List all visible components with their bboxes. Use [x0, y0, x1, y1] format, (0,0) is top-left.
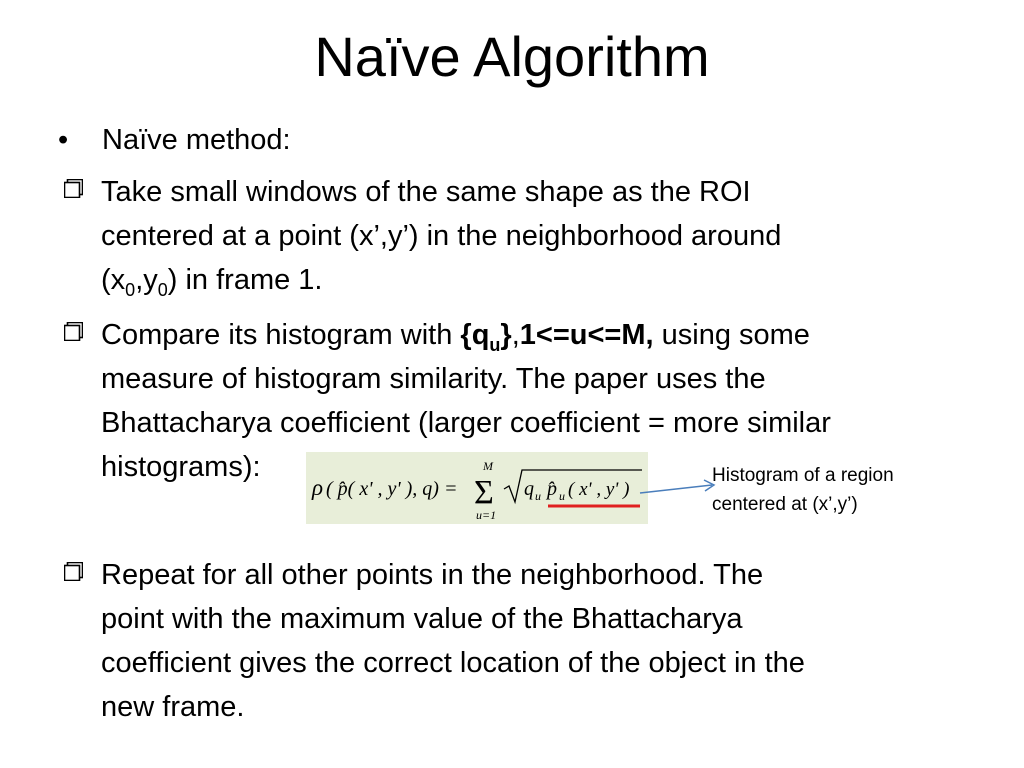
formula-lhs: ( p̂( x' , y' ), q) = [326, 478, 458, 500]
formula-sum-top: M [483, 459, 493, 473]
slide-title: Naïve Algorithm [314, 25, 710, 88]
item-line: measure of histogram similarity. The paper uses the [101, 363, 766, 395]
item-line: Take small windows of the same shape as the ROI [101, 176, 751, 208]
item-line: new frame. [101, 691, 245, 723]
formula-rho: ρ [312, 475, 324, 500]
formula-sum-bottom: u=1 [476, 508, 497, 522]
histogram-callout [712, 461, 894, 519]
item-line: point with the maximum value of the Bhattacharya [101, 603, 743, 635]
formula-p: p̂ [547, 478, 557, 500]
checkbox-icon [64, 322, 83, 341]
item-repeat-points [64, 553, 974, 729]
checkbox-icon [64, 562, 83, 581]
bhattacharya-formula [306, 452, 648, 524]
formula-q-sub: u [535, 489, 541, 503]
formula-p-args: ( x' , y' ) [568, 479, 630, 500]
item-line: histograms): [101, 451, 261, 483]
item-line: centered at a point (x’,y’) in the neighborhood around [101, 220, 782, 252]
formula-p-sub: u [559, 489, 565, 503]
callout-line: Histogram of a region [712, 465, 894, 486]
callout-line: centered at (x’,y’) [712, 494, 858, 515]
formula-sum-symbol: Σ [474, 474, 494, 511]
checkbox-icon [64, 179, 83, 198]
item-line: $(x_0,y_0)$ in frame 1. [101, 264, 323, 300]
bullet-label: Naïve method: [102, 124, 291, 156]
bullet-dot-icon: • [58, 124, 69, 156]
item-line: Repeat for all other points in the neighborhood. The [101, 559, 764, 591]
item-line: coefficient gives the correct location of the object in the [101, 647, 805, 679]
formula-q: q [524, 478, 534, 500]
item-line: Bhattacharya coefficient (larger coefficient = more similar [101, 407, 831, 439]
item-line: Compare its histogram with $\{q_u\},1<=u<=M$, using some [101, 319, 810, 355]
item-take-windows [64, 170, 974, 302]
